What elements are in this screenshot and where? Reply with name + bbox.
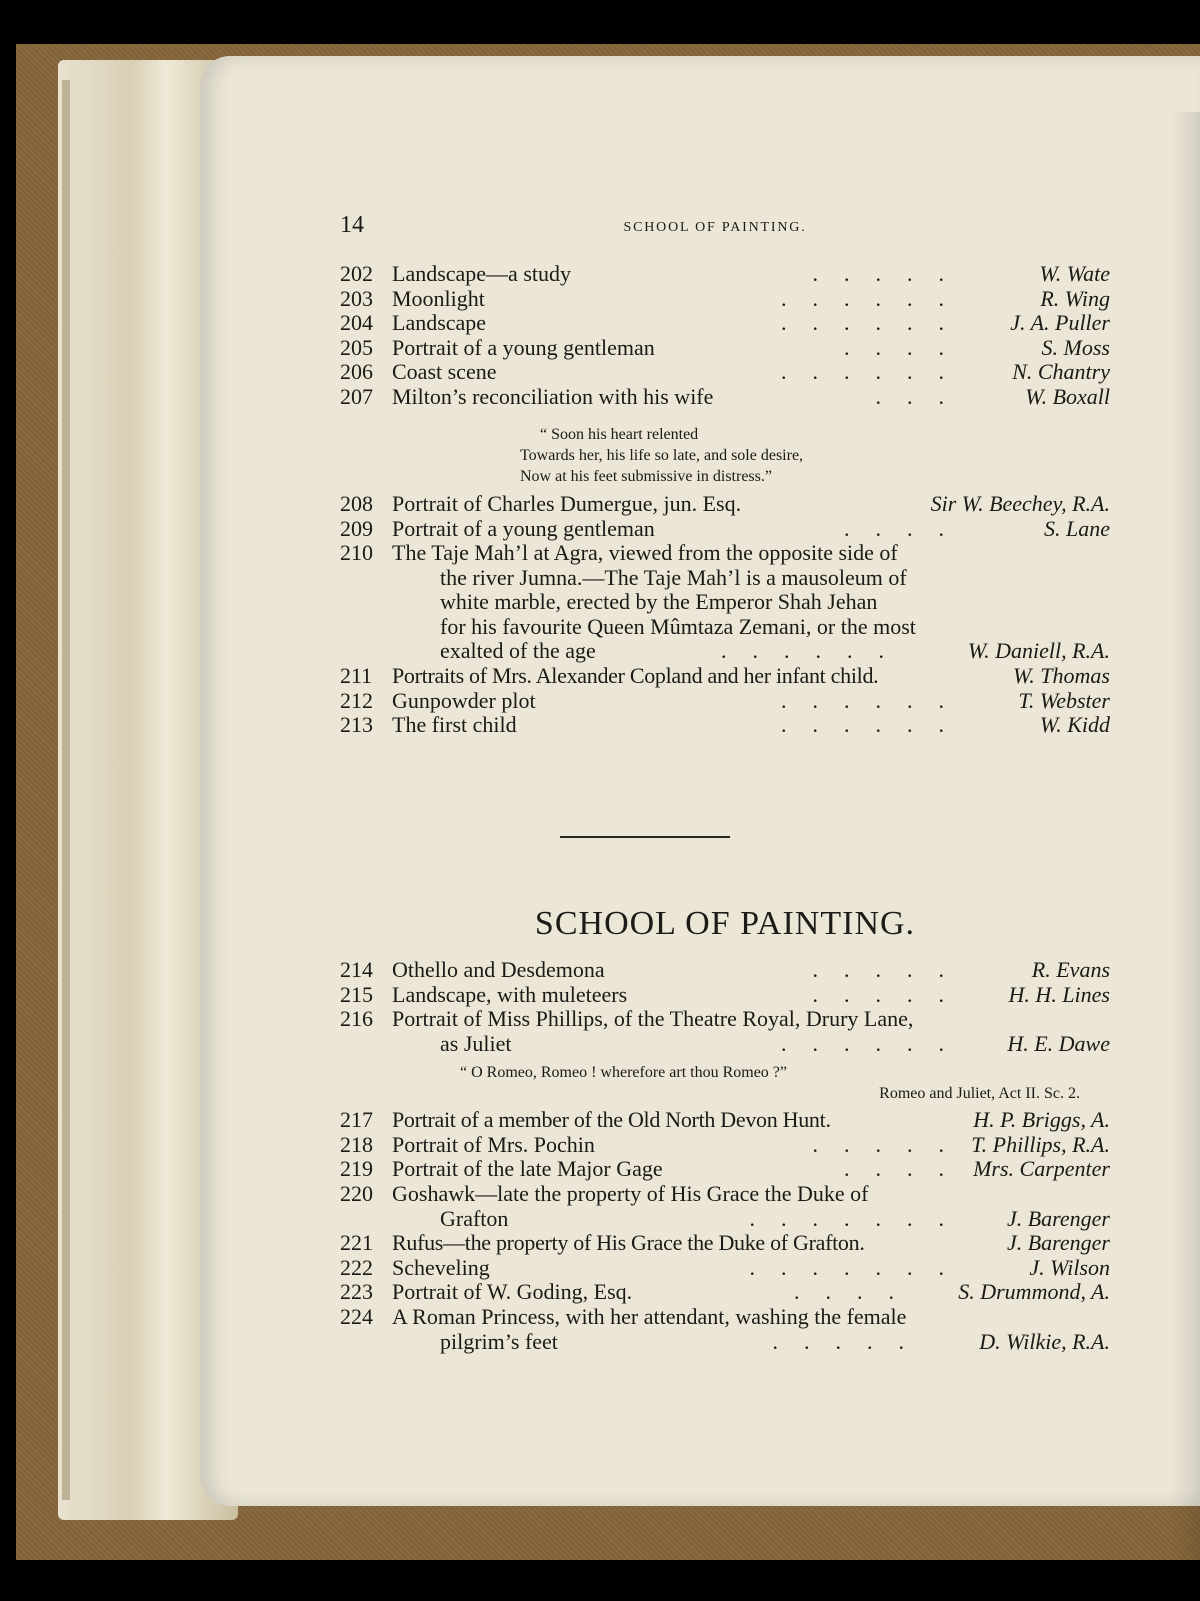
romeo-quote xyxy=(340,1062,1110,1104)
entry-line xyxy=(340,590,1110,615)
catalogue-entry xyxy=(340,360,1110,385)
entry-title-continued: Grafton xyxy=(440,1205,509,1231)
entry-artist: S. Lane xyxy=(1044,515,1110,541)
entry-title: The first child xyxy=(392,712,517,737)
catalogue-entry xyxy=(340,262,1110,287)
entry-number: 219 xyxy=(340,1156,373,1181)
entry-number: 215 xyxy=(340,981,373,1007)
entry-artist: N. Chantry xyxy=(1012,359,1110,384)
entry-title: Othello and Desdemona xyxy=(392,957,605,982)
entry-artist: W. Thomas xyxy=(1013,663,1110,688)
entry-artist: J. A. Puller xyxy=(1010,310,1110,335)
entry-number: 211 xyxy=(340,663,373,688)
leader-dots: ... xyxy=(875,383,970,409)
entry-artist: S. Drummond, A. xyxy=(958,1279,1110,1304)
entry-line xyxy=(340,1007,1110,1032)
leader-dots: ..... xyxy=(812,261,970,286)
entry-number: 216 xyxy=(340,1006,373,1031)
entry-title: Landscape, with muleteers xyxy=(392,981,628,1007)
entry-line xyxy=(340,615,1110,640)
entry-title: Portrait of Charles Dumergue, jun. Esq. xyxy=(392,491,742,516)
catalogue-block-final xyxy=(340,1231,1110,1305)
quote-source: Romeo and Juliet, Act II. Sc. 2. xyxy=(879,1085,1080,1102)
entry-title: Portrait of Miss Phillips, of the Theatre Royal, Drury Lane, xyxy=(392,1006,914,1031)
entry-artist: H. P. Briggs, A. xyxy=(973,1107,1110,1132)
catalogue-entry-220 xyxy=(340,1182,1110,1231)
entry-title: Portrait of the late Major Gage xyxy=(392,1156,663,1181)
entry-artist: W. Boxall xyxy=(1025,383,1110,409)
entry-title: Portrait of W. Goding, Esq. xyxy=(392,1279,633,1304)
section-divider xyxy=(560,836,730,838)
quote-line: “ O Romeo, Romeo ! wherefore art thou Romeo ?” xyxy=(460,1064,788,1081)
entry-artist: R. Evans xyxy=(1031,957,1110,982)
entry-title-continued: the river Jumna.—The Taje Mah’l is a mausoleum of xyxy=(440,564,907,590)
entry-number: 208 xyxy=(340,491,373,516)
page-number: 14 xyxy=(340,212,364,238)
leader-dots: .... xyxy=(844,334,970,360)
catalogue-entry xyxy=(340,311,1110,336)
leader-dots: ..... xyxy=(772,1328,930,1354)
entry-artist: D. Wilkie, R.A. xyxy=(979,1328,1110,1354)
entry-number: 210 xyxy=(340,540,373,565)
leader-dots: ...... xyxy=(781,687,970,713)
catalogue-entry xyxy=(340,517,1110,542)
entry-number: 223 xyxy=(340,1279,373,1304)
catalogue-entry xyxy=(340,1133,1110,1158)
entry-title: Coast scene xyxy=(392,359,497,384)
catalogue-entry-224 xyxy=(340,1305,1110,1354)
catalogue-block-section xyxy=(340,958,1110,1007)
milton-quote xyxy=(520,424,1000,487)
catalogue-entry xyxy=(340,1256,1110,1281)
entry-artist: J. Barenger xyxy=(1006,1230,1110,1255)
catalogue-block-middle xyxy=(340,492,1110,541)
entry-artist: J. Barenger xyxy=(1006,1205,1110,1231)
entry-number: 207 xyxy=(340,383,373,409)
leader-dots: .... xyxy=(844,515,970,541)
entry-number: 204 xyxy=(340,310,373,335)
catalogue-entry-216 xyxy=(340,1007,1110,1056)
leader-dots: ...... xyxy=(781,285,970,311)
leader-dots: ..... xyxy=(812,981,970,1007)
page-header xyxy=(340,212,1090,246)
catalogue-block-top xyxy=(340,262,1110,409)
entry-artist: W. Daniell, R.A. xyxy=(967,638,1110,663)
entry-line xyxy=(340,566,1110,591)
entry-title: Portraits of Mrs. Alexander Copland and her infant child. xyxy=(392,663,879,688)
quote-line: Towards her, his life so late, and sole desire, xyxy=(520,447,804,464)
leader-dots: ...... xyxy=(721,638,910,663)
entry-title-continued: white marble, erected by the Emperor Shah Jehan xyxy=(440,589,878,614)
page-edge-shadow xyxy=(62,80,70,1500)
catalogue-entry xyxy=(340,287,1110,312)
catalogue-entry xyxy=(340,713,1110,738)
entry-title: A Roman Princess, with her attendant, washing the female xyxy=(392,1304,907,1329)
entry-number: 214 xyxy=(340,957,373,982)
entry-number: 205 xyxy=(340,334,373,360)
catalogue-entry xyxy=(340,983,1110,1008)
entry-artist: T. Webster xyxy=(1018,687,1110,713)
entry-title: Landscape—a study xyxy=(392,261,571,286)
entry-number: 213 xyxy=(340,712,373,737)
entry-title: Milton’s reconciliation with his wife xyxy=(392,383,714,409)
entry-title: Rufus—the property of His Grace the Duke of Grafton. xyxy=(392,1230,865,1255)
catalogue-entry xyxy=(340,689,1110,714)
entry-title: Portrait of Mrs. Pochin xyxy=(392,1131,595,1157)
entry-number: 218 xyxy=(340,1131,373,1157)
entry-line xyxy=(340,541,1110,566)
entry-number: 203 xyxy=(340,285,373,311)
entry-artist: W. Wate xyxy=(1039,261,1110,286)
entry-number: 220 xyxy=(340,1181,373,1206)
leader-dots: ..... xyxy=(812,1131,970,1157)
entry-number: 212 xyxy=(340,687,373,713)
entry-title: The Taje Mah’l at Agra, viewed from the opposite side of xyxy=(392,540,898,565)
entry-artist: W. Kidd xyxy=(1039,712,1110,737)
entry-line xyxy=(340,1207,1110,1232)
entry-title-continued: for his favourite Queen Mûmtaza Zemani, or the most xyxy=(440,613,916,639)
entry-title: Landscape xyxy=(392,310,487,335)
entry-title: Gunpowder plot xyxy=(392,687,536,713)
entry-title: Moonlight xyxy=(392,285,485,311)
entry-artist: J. Wilson xyxy=(1029,1254,1110,1280)
entry-number: 224 xyxy=(340,1304,373,1329)
leader-dots: .... xyxy=(844,1156,970,1181)
leader-dots: ...... xyxy=(781,310,970,335)
entry-title-continued: as Juliet xyxy=(440,1030,512,1056)
catalogue-entry xyxy=(340,492,1110,517)
entry-title: Goshawk—late the property of His Grace the Duke of xyxy=(392,1181,869,1206)
entry-title-continued: exalted of the age xyxy=(440,638,596,663)
entry-number: 206 xyxy=(340,359,373,384)
entry-title-continued: pilgrim’s feet xyxy=(440,1328,558,1354)
entry-line xyxy=(340,1182,1110,1207)
catalogue-entry xyxy=(340,336,1110,361)
leader-dots: ...... xyxy=(781,359,970,384)
entry-title: Portrait of a member of the Old North Devon Hunt. xyxy=(392,1107,831,1132)
leader-dots: .... xyxy=(794,1279,920,1304)
catalogue-entry xyxy=(340,1108,1110,1133)
entry-artist: H. E. Dawe xyxy=(1007,1030,1110,1056)
entry-title: Portrait of a young gentleman xyxy=(392,334,655,360)
catalogue-block-after xyxy=(340,664,1110,738)
leader-dots: ..... xyxy=(812,957,970,982)
entry-artist: R. Wing xyxy=(1040,285,1110,311)
catalogue-entry xyxy=(340,385,1110,410)
catalogue-entry xyxy=(340,1231,1110,1256)
entry-line xyxy=(340,1305,1110,1330)
entry-number: 222 xyxy=(340,1254,373,1280)
quote-line: “ Soon his heart relented xyxy=(540,426,699,443)
leader-dots: ....... xyxy=(749,1205,970,1231)
entry-line xyxy=(340,1330,1110,1355)
leader-dots: ...... xyxy=(781,1030,970,1056)
entry-artist: Mrs. Carpenter xyxy=(973,1156,1110,1181)
entry-number: 217 xyxy=(340,1107,373,1132)
entry-number: 221 xyxy=(340,1230,373,1255)
quote-line: Now at his feet submissive in distress.” xyxy=(520,468,772,485)
catalogue-entry xyxy=(340,958,1110,983)
leader-dots: ...... xyxy=(781,712,970,737)
entry-line xyxy=(340,1032,1110,1057)
catalogue-entry xyxy=(340,1280,1110,1305)
entry-artist: H. H. Lines xyxy=(1008,981,1110,1007)
catalogue-entry xyxy=(340,1157,1110,1182)
catalogue-entry-210 xyxy=(340,541,1110,664)
entry-number: 202 xyxy=(340,261,373,286)
gutter-shadow xyxy=(1170,112,1200,1562)
catalogue-block-end xyxy=(340,1108,1110,1182)
entry-artist: T. Phillips, R.A. xyxy=(971,1131,1110,1157)
entry-number: 209 xyxy=(340,515,373,541)
catalogue-entry xyxy=(340,664,1110,689)
entry-title: Portrait of a young gentleman xyxy=(392,515,655,541)
running-head: SCHOOL OF PAINTING. xyxy=(623,220,807,235)
entry-artist: Sir W. Beechey, R.A. xyxy=(930,491,1110,516)
entry-line xyxy=(340,639,1110,664)
leader-dots: ....... xyxy=(749,1254,970,1280)
section-title: SCHOOL OF PAINTING. xyxy=(534,905,916,942)
entry-title: Scheveling xyxy=(392,1254,490,1280)
entry-artist: S. Moss xyxy=(1041,334,1110,360)
